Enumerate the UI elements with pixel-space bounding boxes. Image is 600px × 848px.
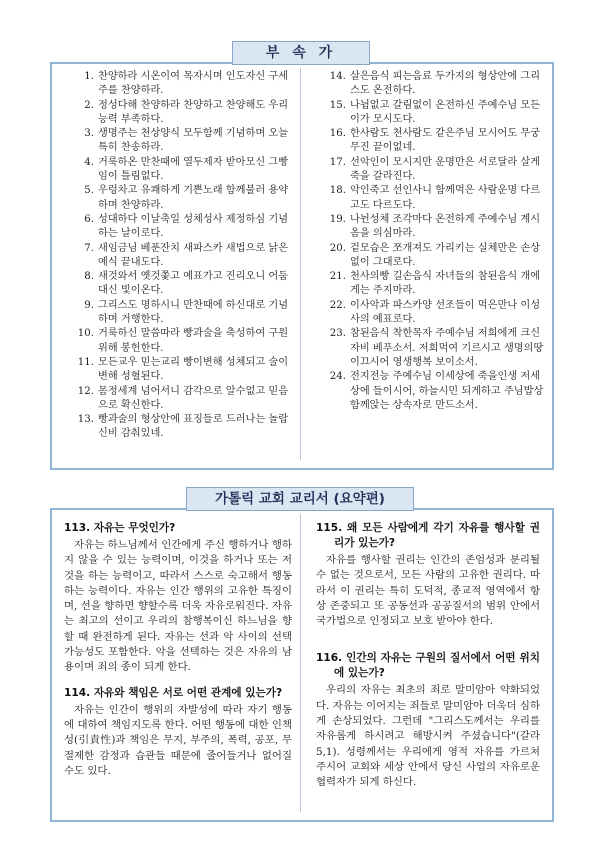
hymn-verse — [68, 385, 296, 414]
hymn-verse-text: 살은음식 피는음료 두가지의 형상안에 그리스도 온전하다. — [350, 71, 541, 97]
hymn-verse — [320, 242, 544, 271]
hymn-verse-number: 15. — [329, 99, 346, 111]
hymn-verse — [68, 156, 296, 185]
hymn-verse-number: 5. — [84, 185, 94, 197]
answer-113: 자유는 하느님께서 인간에게 주신 행하거나 행하지 않을 수 있는 능력이며, 이것을 하거나 또는 저것을 하는 능력이고, 따라서 스스로 숙고해서 행동하는 능력이다. 자유는 인간 행위의 고유한 특징이며, 선을 향하면 향할수록 더욱 자유로워진다. 자유는 최고의 선이고 우리의 참행복이신 하느님을 향할 때 완전하게 된다. 자유는 선과 악 사이의 선택 가능성도 포함한다. 악을 선택하는 것은 자유의 남용이며 죄의 종이 되게 한다. — [64, 539, 292, 674]
hymn-left-column — [68, 70, 296, 442]
catechism-title: 가톨릭 교회 교리서 (요약편) — [186, 487, 414, 511]
hymn-verse-text: 우렁차고 유쾌하게 기쁜노래 함께불러 용약하며 찬양하라. — [98, 185, 289, 211]
answer-116: 우리의 자유는 최초의 죄로 말미암아 약화되었다. 자유는 이어지는 죄들로 말미암아 더욱더 심하게 손상되었다. 그런데 "그리스도께서는 우리를 자유롭게 하시려고 해방시켜 주셨습니다"(갈라 5,1). 성령께서는 우리에게 영적 자유를 가르쳐 주시어 교회와 세상 안에서 당신 사업의 자유로운 협력자가 되게 하신다. — [316, 684, 540, 789]
hymn-verse-number: 23. — [329, 328, 346, 340]
hymn-verse — [68, 413, 296, 442]
hymn-verse-number: 3. — [84, 128, 94, 140]
hymn-verse-text: 선악인이 모시지만 운명만은 서로달라 살게죽을 갈라진다. — [350, 156, 541, 183]
hymn-verse — [68, 299, 296, 328]
hymn-verse — [68, 242, 296, 271]
hymn-verse-text: 새것와서 옛것쫓고 예표가고 진리오니 어둠대신 빛이온다. — [98, 271, 289, 297]
hymn-verse-text: 빵과술의 형상안에 표징들로 드러나는 놀랍신비 감춰있네. — [98, 414, 289, 440]
catechism-column-divider — [300, 514, 301, 812]
hymn-verse — [68, 270, 296, 299]
hymn-verse-number: 8. — [84, 271, 94, 283]
hymn-column-divider — [300, 68, 301, 460]
hymn-verse-number: 11. — [77, 356, 94, 368]
hymn-verse-text: 이사악과 파스카양 선조들이 먹은만나 이성사의 예표로다. — [350, 299, 541, 326]
hymn-verse-text: 나뉜성체 조각마다 온전하게 주예수님 계시옴을 의심마라. — [350, 213, 541, 240]
hymn-verse — [320, 99, 544, 128]
hymn-verse-text: 찬양하라 시온이여 목자시며 인도자신 구세주를 찬양하라. — [98, 71, 289, 97]
hymn-verse-text: 성대하다 이날축일 성체성사 제정하심 기념하는 날이로다. — [98, 213, 289, 240]
catechism-left-column — [64, 521, 292, 789]
hymn-verse-number: 18. — [329, 185, 346, 197]
hymn-verse — [320, 327, 544, 370]
hymn-verse-number: 4. — [84, 156, 94, 168]
hymn-verse-number: 9. — [84, 299, 94, 311]
hymn-verse-text: 몸정세계 넘어서니 감각으로 알수없고 믿음으로 확신한다. — [98, 385, 289, 411]
hymn-verse-number: 10. — [77, 328, 94, 340]
hymn-verse-text: 그리스도 명하시니 만찬때에 하신대로 기념하며 거행한다. — [98, 299, 289, 326]
hymn-verse-text: 겉모습은 쪼개져도 가리키는 실체만은 손상없이 그대로다. — [350, 242, 541, 268]
hymn-verse-text: 모든교우 믿는교리 빵이변해 성체되고 술이변해 성혈된다. — [98, 356, 289, 383]
hymn-verse-number: 6. — [84, 213, 94, 225]
hymn-verse — [68, 213, 296, 242]
hymn-verse — [320, 370, 544, 413]
hymn-verse — [68, 99, 296, 128]
hymn-right-column — [320, 70, 544, 413]
hymn-verse-number: 13. — [77, 414, 94, 426]
hymn-verse — [320, 70, 544, 99]
hymn-verse — [68, 327, 296, 356]
hymn-verse-text: 전지전능 주예수님 이세상에 죽을인생 저세상에 들이시어, 하늘시민 되게하고 주님밥상 함께앉는 상속자로 만드소서. — [350, 371, 544, 411]
hymn-title: 부 속 가 — [232, 41, 370, 65]
hymn-verse-number: 21. — [329, 271, 346, 283]
hymn-verse-text: 참된음식 착한목자 주예수님 저희에게 크신자비 베푸소서. 저희먹여 기르시고 생명의땅 이끄시어 영생행복 보이소서. — [350, 328, 544, 368]
question-116: 116. 인간의 자유는 구원의 질서에서 어떤 위치에 있는가? — [316, 652, 540, 680]
hymn-verse — [320, 184, 544, 213]
hymn-verse — [320, 299, 544, 328]
question-114: 114. 자유와 책임은 서로 어떤 관계에 있는가? — [64, 686, 283, 699]
hymn-verse — [320, 213, 544, 242]
answer-115: 자유를 행사할 권리는 인간의 존엄성과 분리될 수 없는 것으로서, 모든 사람의 고유한 권리다. 따라서 이 권리는 특히 도덕적, 종교적 영역에서 항상 존중되고 또 공동선과 공공질서의 범위 안에서 국가법으로 인정되고 보호 받아야 한다. — [316, 554, 540, 628]
hymn-verse — [68, 184, 296, 213]
catechism-right-column — [316, 521, 540, 801]
hymn-verse-text: 나뉨없고 갈림없이 온전하신 주예수님 모든이가 모시도다. — [350, 99, 541, 125]
hymn-verse-number: 7. — [84, 242, 94, 254]
hymn-verse-number: 16. — [329, 128, 346, 140]
hymn-verse-number: 24. — [329, 371, 346, 383]
hymn-verse-number: 12. — [77, 385, 94, 397]
hymn-verse — [68, 127, 296, 156]
hymn-verse-number: 17. — [329, 156, 346, 168]
hymn-verse-text: 거룩하온 만찬때에 열두제자 받아모신 그빵임이 틀림없다. — [98, 156, 289, 183]
hymn-verse-text: 거룩하신 말씀따라 빵과술을 축성하여 구원위해 봉헌한다. — [98, 328, 289, 354]
hymn-verse-number: 2. — [84, 99, 94, 111]
hymn-verse-text: 한사람도 천사람도 같은주님 모시어도 무궁무진 끝이없네. — [350, 128, 541, 154]
hymn-verse — [68, 70, 296, 99]
hymn-verse — [320, 127, 544, 156]
hymn-verse-text: 정성다해 찬양하라 찬양하고 찬양해도 우리능력 부족하다. — [98, 99, 289, 125]
hymn-verse-number: 14. — [329, 71, 346, 82]
hymn-verse-text: 새임금님 베푼잔치 새파스카 새법으로 낡은예식 끝내도다. — [98, 242, 289, 268]
question-113: 113. 자유는 무엇인가? — [64, 522, 176, 534]
hymn-verse — [68, 356, 296, 385]
hymn-verse-text: 천사의빵 길손음식 자녀들의 참된음식 개에게는 주지마라. — [350, 271, 541, 297]
hymn-verse — [320, 156, 544, 185]
question-115: 115. 왜 모든 사람에게 각기 자유를 행사할 권리가 있는가? — [316, 522, 540, 549]
hymn-verse-text: 악인죽고 선인사니 함께먹은 사람운명 다르고도 다르도다. — [350, 185, 541, 211]
answer-114: 자유는 인간이 행위의 자발성에 따라 자기 행동에 대하여 책임지도록 한다. 어떤 행동에 대한 인책성(引責性)과 책임은 무지, 부주의, 폭력, 공포, 무절제한 감정과 습관들 때문에 줄어들거나 없어질 수도 있다. — [64, 703, 292, 777]
hymn-verse-number: 22. — [329, 299, 346, 311]
hymn-verse-number: 1. — [84, 71, 94, 82]
hymn-verse-number: 20. — [329, 242, 346, 254]
hymn-verse — [320, 270, 544, 299]
hymn-verse-text: 생명주는 천상양식 모두함께 기념하며 오늘특히 찬송하라. — [98, 128, 289, 154]
hymn-verse-number: 19. — [329, 213, 346, 225]
